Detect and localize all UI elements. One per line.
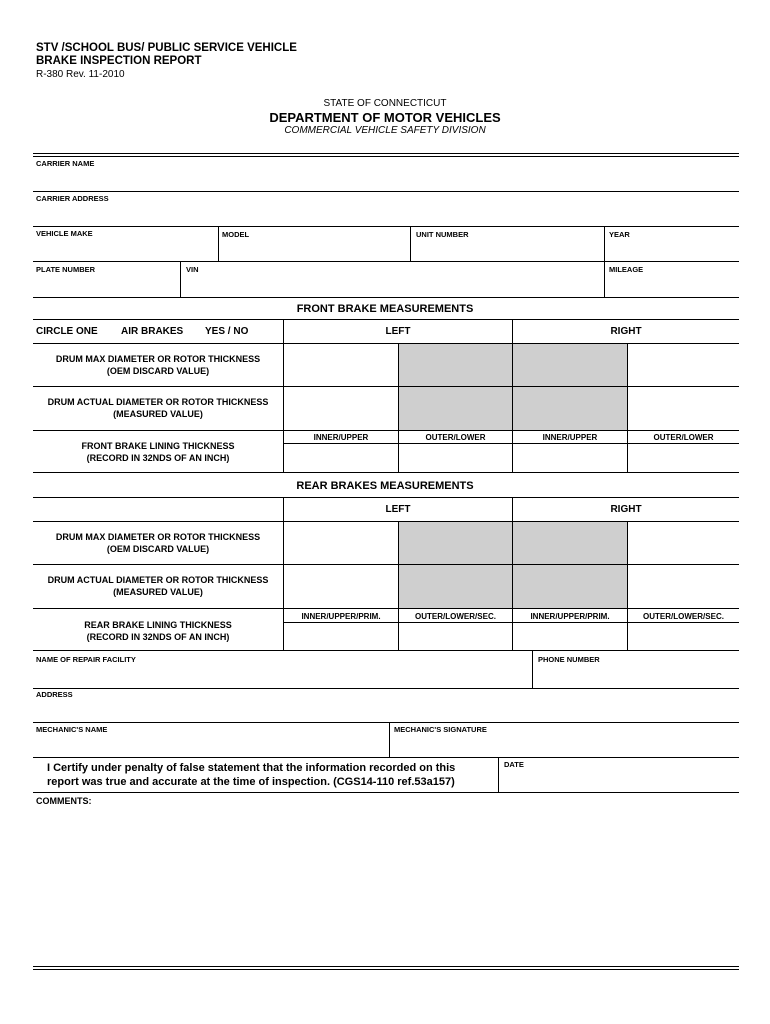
unit-number-label: UNIT NUMBER [416,230,469,239]
vin-label: VIN [186,265,199,274]
division-name: COMMERCIAL VEHICLE SAFETY DIVISION [284,125,486,136]
rule [33,191,739,192]
mileage-label: MILEAGE [609,265,644,274]
rear-heading: REAR BRAKES MEASUREMENTS [296,480,474,492]
rear-col-inner-upper-right: INNER/UPPER/PRIM. [530,612,610,621]
circle-one-label: CIRCLE ONE [36,326,98,337]
rear-col-outer-lower-right: OUTER/LOWER/SEC. [643,612,724,621]
double-rule-bottom [33,156,739,157]
front-left-drum-max-field[interactable] [284,344,398,385]
comments-label: COMMENTS: [36,796,92,806]
front-drum-max-sublabel: (OEM DISCARD VALUE) [106,366,210,376]
comments-field[interactable] [33,808,739,963]
rear-lining-inner-left-field[interactable] [284,623,398,650]
front-col-inner-upper-left: INNER/UPPER [313,433,369,442]
rule [33,688,739,689]
front-right-drum-actual-field[interactable] [513,387,627,429]
form-title-line1: STV /SCHOOL BUS/ PUBLIC SERVICE VEHICLE [36,42,297,54]
front-lining-outer-left-field[interactable] [399,444,512,471]
address-label: ADDRESS [36,690,73,699]
repair-facility-label: NAME OF REPAIR FACILITY [36,655,136,664]
front-right-header: RIGHT [610,326,642,337]
front-col-outer-lower-right: OUTER/LOWER [653,433,714,442]
double-rule-bottom [33,969,739,970]
front-lining-inner-right-field[interactable] [513,444,627,471]
mechanic-signature-label: MECHANIC'S SIGNATURE [394,725,487,734]
front-drum-actual-label: DRUM ACTUAL DIAMETER OR ROTOR THICKNESS [47,397,269,407]
rear-col-outer-lower-left: OUTER/LOWER/SEC. [415,612,496,621]
rear-drum-actual-label: DRUM ACTUAL DIAMETER OR ROTOR THICKNESS [47,575,269,585]
rear-drum-max-label: DRUM MAX DIAMETER OR ROTOR THICKNESS [55,532,261,542]
front-col-inner-upper-right: INNER/UPPER [542,433,598,442]
year-label: YEAR [609,230,630,239]
rear-left-drum-actual-field[interactable] [284,565,398,607]
form-title-line2: BRAKE INSPECTION REPORT [36,55,202,67]
form-number: R-380 Rev. 11-2010 [36,69,125,80]
phone-number-field[interactable] [533,664,739,687]
plate-number-label: PLATE NUMBER [36,265,96,274]
model-field[interactable] [219,238,409,260]
vehicle-make-label: VEHICLE MAKE [36,229,93,238]
rear-lining-inner-right-field[interactable] [513,623,627,650]
certification-line2: report was true and accurate at the time of inspection. (CGS14-110 ref.53a157) [47,776,455,788]
front-drum-actual-sublabel: (MEASURED VALUE) [113,409,203,419]
rear-right-header: RIGHT [610,504,642,515]
rule [33,472,739,473]
mechanic-name-label: MECHANIC'S NAME [36,725,108,734]
rear-col-inner-upper-left: INNER/UPPER/PRIM. [301,612,381,621]
unit-number-field[interactable] [411,238,603,260]
rule [33,226,739,227]
department-name: DEPARTMENT OF MOTOR VEHICLES [269,110,501,125]
mileage-field[interactable] [605,274,739,296]
front-heading: FRONT BRAKE MEASUREMENTS [296,303,474,315]
rear-lining-label: REAR BRAKE LINING THICKNESS [84,620,232,630]
front-col-outer-lower-left: OUTER/LOWER [425,433,486,442]
rule [33,319,739,320]
carrier-address-field[interactable] [33,203,739,225]
double-rule-top [33,966,739,967]
rear-lining-sublabel: (RECORD IN 32NDS OF AN INCH) [86,632,230,642]
rule [33,650,739,651]
front-drum-max-label: DRUM MAX DIAMETER OR ROTOR THICKNESS [55,354,261,364]
double-rule-top [33,153,739,154]
front-lining-outer-right-field[interactable] [628,444,739,471]
air-brakes-yes-no[interactable]: YES / NO [205,326,249,337]
front-lining-sublabel: (RECORD IN 32NDS OF AN INCH) [86,453,230,463]
rear-drum-actual-sublabel: (MEASURED VALUE) [113,587,203,597]
mechanic-signature-field[interactable] [390,734,739,756]
rule [33,261,739,262]
front-right-drum-max-field[interactable] [513,344,627,385]
year-field[interactable] [605,238,739,260]
rule [33,297,739,298]
rear-lining-outer-right-field[interactable] [628,623,739,650]
carrier-name-field[interactable] [33,168,739,190]
phone-number-label: PHONE NUMBER [538,655,600,664]
air-brakes-label: AIR BRAKES [121,326,184,337]
address-field[interactable] [33,699,739,721]
vin-field[interactable] [181,274,603,296]
rear-right-drum-max-field[interactable] [513,522,627,563]
carrier-name-label: CARRIER NAME [36,159,95,168]
rule [33,722,739,723]
rear-left-header: LEFT [385,504,411,515]
rule [33,757,739,758]
rear-left-drum-max-field[interactable] [284,522,398,563]
date-field[interactable] [499,769,739,791]
carrier-address-label: CARRIER ADDRESS [36,194,109,203]
date-label: DATE [504,760,524,769]
rear-lining-outer-left-field[interactable] [399,623,512,650]
front-left-header: LEFT [385,326,411,337]
rule [33,792,739,793]
rear-drum-max-sublabel: (OEM DISCARD VALUE) [106,544,210,554]
rear-right-drum-actual-field[interactable] [513,565,627,607]
model-label: MODEL [222,230,250,239]
vehicle-make-field[interactable] [33,238,217,260]
rule [33,430,739,431]
certification-line1: I Certify under penalty of false statement that the information recorded on this [47,762,456,774]
mechanic-name-field[interactable] [33,734,388,756]
rule [33,608,739,609]
front-lining-inner-left-field[interactable] [284,444,398,471]
state-name: STATE OF CONNECTICUT [323,98,447,109]
front-lining-label: FRONT BRAKE LINING THICKNESS [81,441,235,451]
rule [33,497,739,498]
plate-number-field[interactable] [33,274,179,296]
repair-facility-field[interactable] [33,664,531,687]
front-left-drum-actual-field[interactable] [284,387,398,429]
